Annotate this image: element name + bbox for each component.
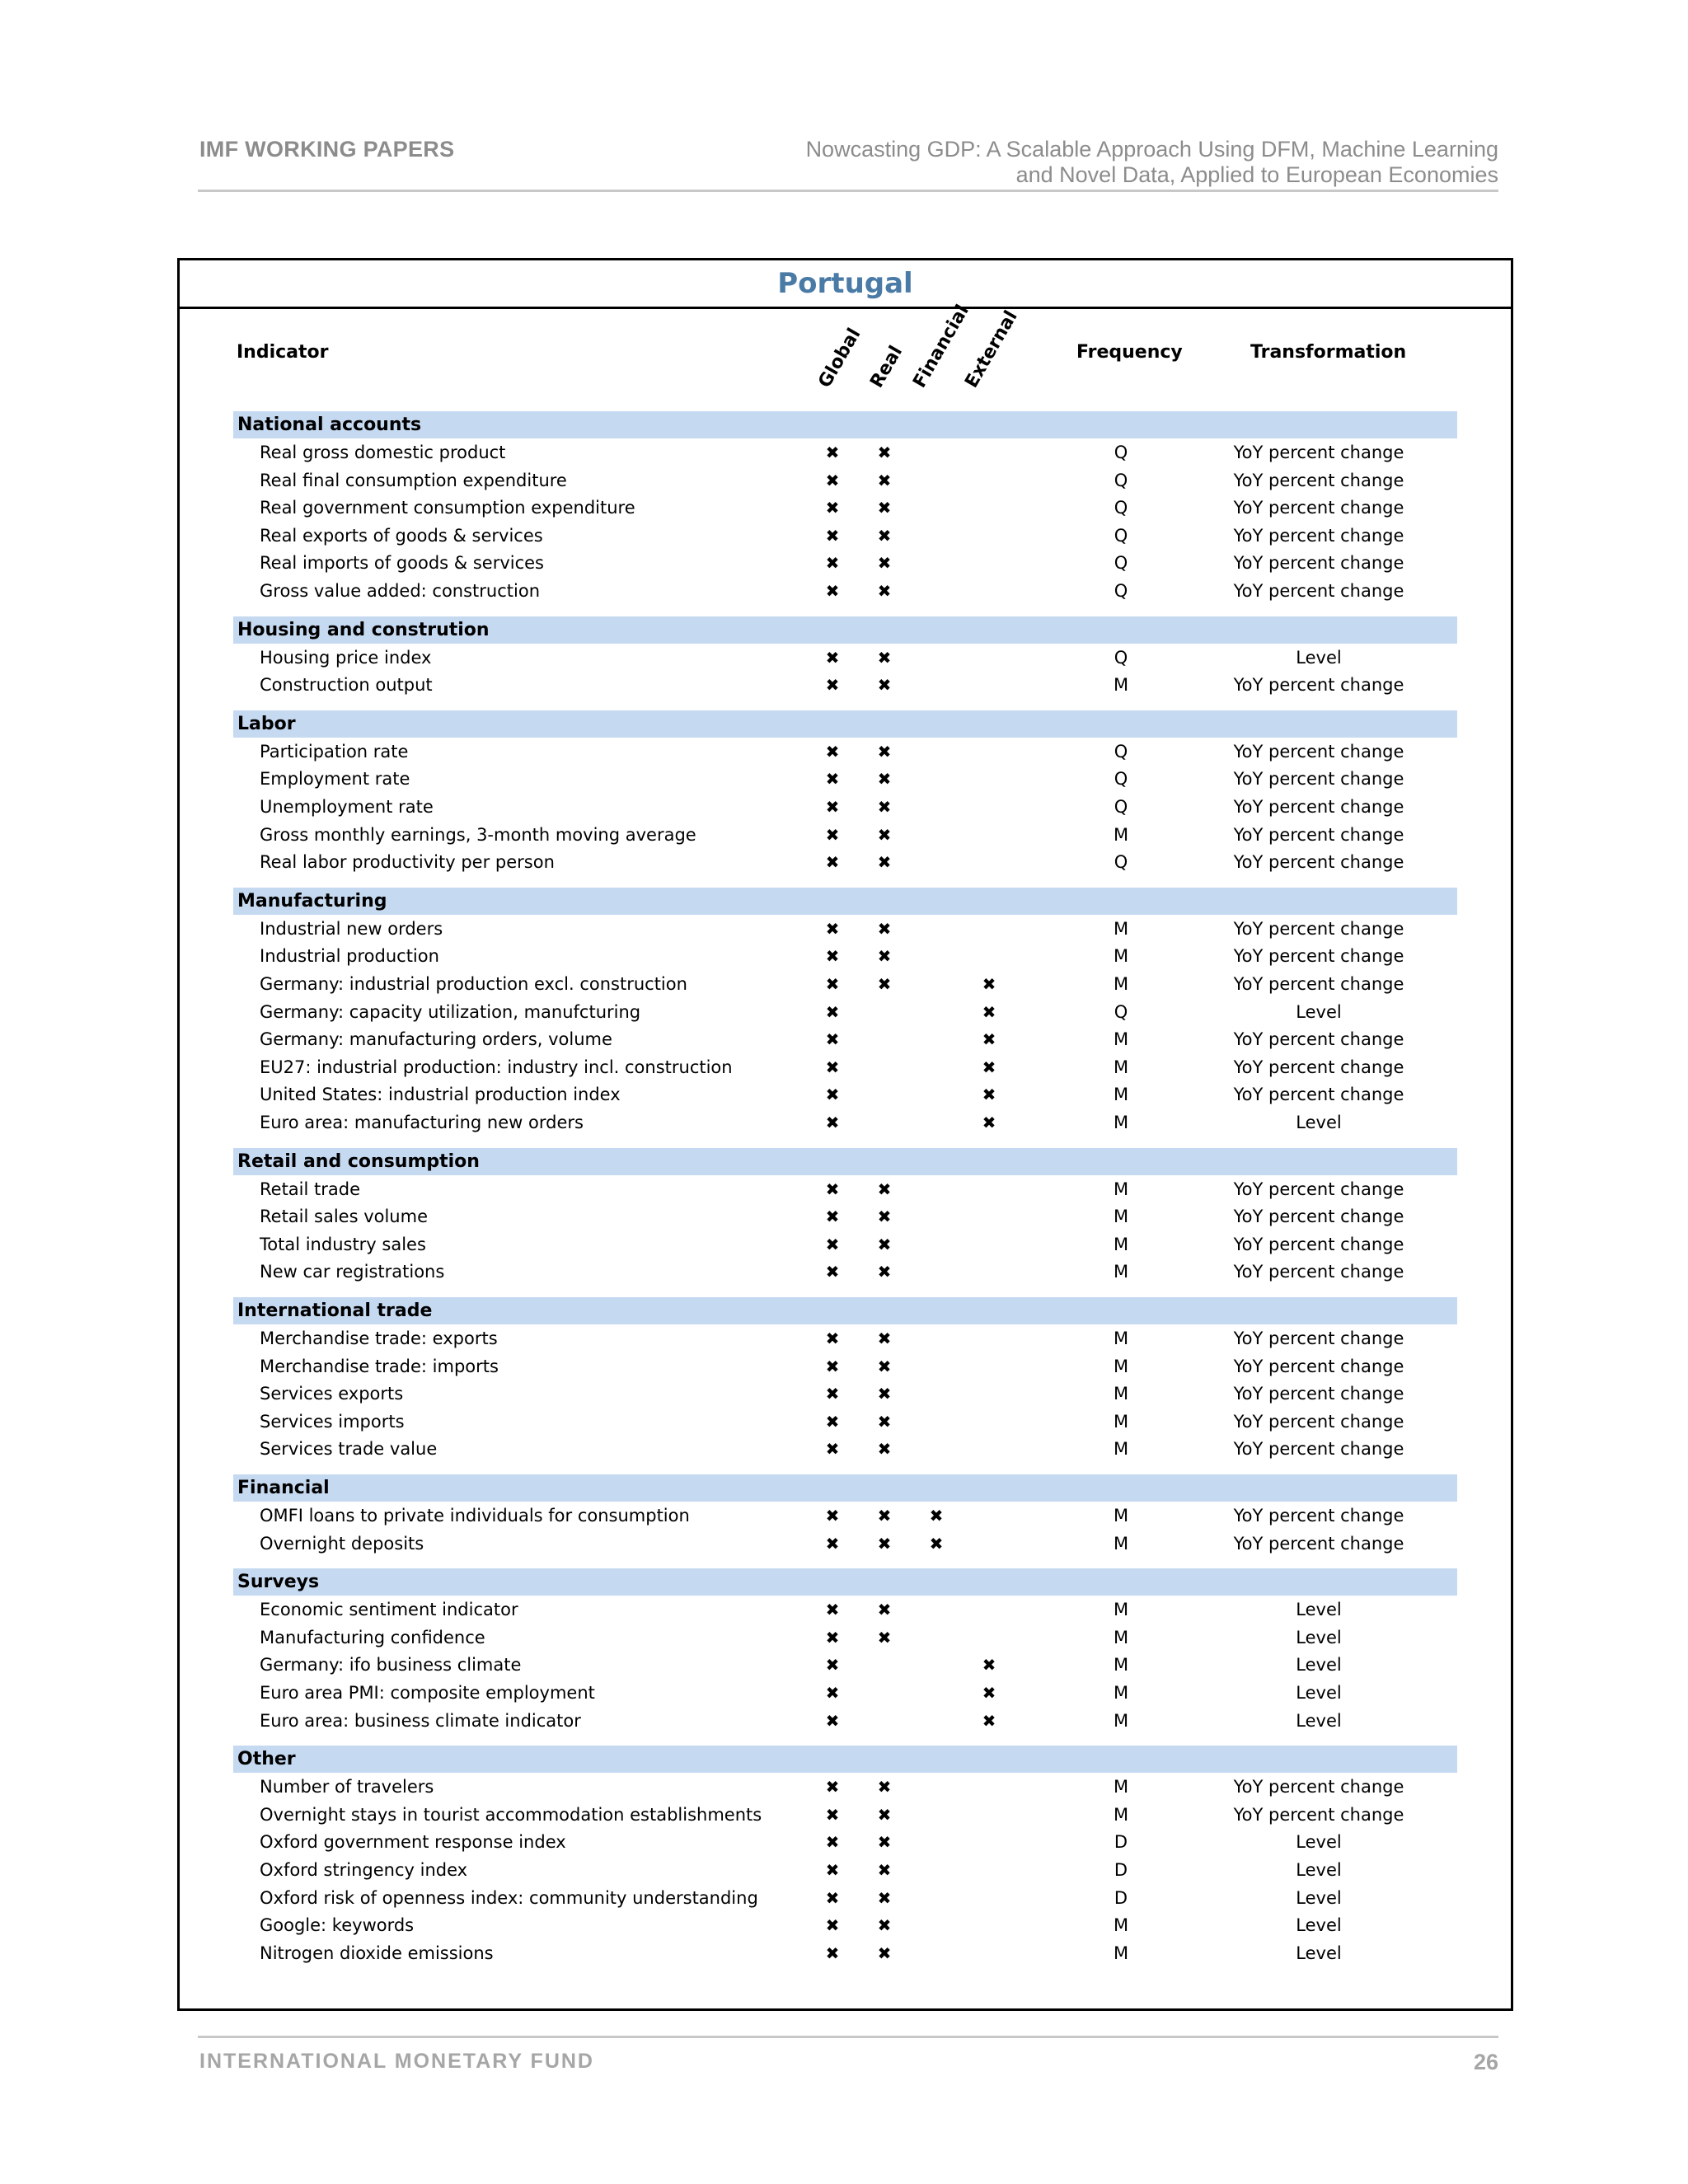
section-header: Surveys xyxy=(233,1568,1457,1596)
frequency-value: M xyxy=(1113,1506,1129,1526)
transformation-value: YoY percent change xyxy=(1233,769,1404,790)
check-mark-real-icon: ✖ xyxy=(877,1179,892,1199)
indicator-name: Germany: ifo business climate xyxy=(260,1655,522,1675)
transformation-value: YoY percent change xyxy=(1233,498,1404,518)
table-row xyxy=(0,765,1688,793)
transformation-value: YoY percent change xyxy=(1233,675,1404,696)
frequency-value: M xyxy=(1113,1329,1129,1348)
transformation-value: YoY percent change xyxy=(1233,824,1404,845)
check-mark-global-icon: ✖ xyxy=(825,1627,840,1647)
transformation-value: YoY percent change xyxy=(1233,1506,1404,1526)
transformation-value: Level xyxy=(1296,1655,1342,1675)
column-header-frequency: Frequency xyxy=(1076,342,1183,363)
frequency-value: Q xyxy=(1114,553,1128,574)
transformation-value: YoY percent change xyxy=(1233,1085,1404,1105)
check-mark-real-icon: ✖ xyxy=(877,741,892,762)
indicator-name: Unemployment rate xyxy=(260,797,434,817)
indicator-name: New car registrations xyxy=(260,1262,445,1282)
check-mark-global-icon: ✖ xyxy=(825,1683,840,1703)
indicator-name: Retail sales volume xyxy=(260,1207,428,1227)
check-mark-global-icon: ✖ xyxy=(825,918,840,939)
indicator-name: Manufacturing confidence xyxy=(260,1627,485,1647)
indicator-name: Merchandise trade: imports xyxy=(260,1356,499,1376)
check-mark-global-icon: ✖ xyxy=(825,1085,840,1105)
table-row xyxy=(0,1884,1688,1912)
transformation-value: Level xyxy=(1296,647,1342,668)
indicator-name: Euro area: business climate indicator xyxy=(260,1710,581,1731)
check-mark-real-icon: ✖ xyxy=(877,1411,892,1432)
check-mark-real-icon: ✖ xyxy=(877,1887,892,1908)
check-mark-financial-icon: ✖ xyxy=(929,1506,944,1526)
table-row xyxy=(0,1324,1688,1352)
transformation-value: YoY percent change xyxy=(1233,1356,1404,1376)
transformation-value: YoY percent change xyxy=(1233,974,1404,994)
table-row xyxy=(0,522,1688,550)
frequency-value: M xyxy=(1113,1262,1129,1282)
transformation-value: YoY percent change xyxy=(1233,1804,1404,1825)
check-mark-global-icon: ✖ xyxy=(825,974,840,994)
frequency-value: M xyxy=(1113,1439,1129,1460)
footer-rule xyxy=(198,2036,1498,2038)
indicator-name: Housing price index xyxy=(260,647,432,668)
check-mark-global-icon: ✖ xyxy=(825,498,840,518)
indicator-name: Real final consumption expenditure xyxy=(260,470,567,490)
indicator-name: Overnight stays in tourist accommodation establishments xyxy=(260,1804,762,1825)
check-mark-real-icon: ✖ xyxy=(877,1384,892,1404)
frequency-value: M xyxy=(1113,1533,1129,1554)
table-row xyxy=(0,915,1688,943)
check-mark-real-icon: ✖ xyxy=(877,1207,892,1227)
section-header: Manufacturing xyxy=(233,888,1457,915)
frequency-value: Q xyxy=(1114,498,1128,518)
indicator-name: EU27: industrial production: industry incl. construction xyxy=(260,1057,733,1077)
indicator-name: Gross monthly earnings, 3-month moving average xyxy=(260,824,696,845)
indicator-name: OMFI loans to private individuals for consumption xyxy=(260,1506,690,1526)
transformation-value: Level xyxy=(1296,1710,1342,1731)
check-mark-global-icon: ✖ xyxy=(825,1356,840,1376)
frequency-value: Q xyxy=(1114,581,1128,601)
indicator-name: Industrial production xyxy=(260,946,439,967)
check-mark-real-icon: ✖ xyxy=(877,525,892,546)
transformation-value: YoY percent change xyxy=(1233,1262,1404,1282)
transformation-value: YoY percent change xyxy=(1233,1057,1404,1077)
frequency-value: M xyxy=(1113,1655,1129,1675)
transformation-value: Level xyxy=(1296,1001,1342,1022)
indicator-name: Oxford stringency index xyxy=(260,1860,468,1880)
transformation-value: YoY percent change xyxy=(1233,1029,1404,1050)
check-mark-global-icon: ✖ xyxy=(825,1860,840,1880)
table-row xyxy=(0,466,1688,494)
check-mark-real-icon: ✖ xyxy=(877,1832,892,1853)
indicator-name: Oxford government response index xyxy=(260,1832,566,1853)
footer-publisher: INTERNATIONAL MONETARY FUND xyxy=(199,2050,594,2073)
check-mark-global-icon: ✖ xyxy=(825,1439,840,1460)
transformation-value: Level xyxy=(1296,1600,1342,1620)
check-mark-global-icon: ✖ xyxy=(825,470,840,490)
check-mark-global-icon: ✖ xyxy=(825,824,840,845)
frequency-value: Q xyxy=(1114,443,1128,462)
running-header-series: IMF WORKING PAPERS xyxy=(199,137,455,162)
check-mark-global-icon: ✖ xyxy=(825,1057,840,1077)
frequency-value: M xyxy=(1113,1029,1129,1050)
table-row xyxy=(0,738,1688,766)
indicator-name: Construction output xyxy=(260,675,433,696)
section-header: Financial xyxy=(233,1474,1457,1502)
column-header-real: Real xyxy=(866,342,907,391)
indicator-name: Real imports of goods & services xyxy=(260,553,545,574)
frequency-value: M xyxy=(1113,1915,1129,1936)
table-row xyxy=(0,1828,1688,1856)
table-row xyxy=(0,1080,1688,1108)
section-header: International trade xyxy=(233,1297,1457,1324)
transformation-value: Level xyxy=(1296,1915,1342,1936)
frequency-value: M xyxy=(1113,1356,1129,1376)
check-mark-real-icon: ✖ xyxy=(877,581,892,601)
check-mark-global-icon: ✖ xyxy=(825,769,840,790)
check-mark-real-icon: ✖ xyxy=(877,1262,892,1282)
check-mark-global-icon: ✖ xyxy=(825,647,840,668)
table-row xyxy=(0,1053,1688,1081)
check-mark-real-icon: ✖ xyxy=(877,647,892,668)
table-row xyxy=(0,970,1688,998)
table-row xyxy=(0,1911,1688,1939)
transformation-value: YoY percent change xyxy=(1233,525,1404,546)
check-mark-global-icon: ✖ xyxy=(825,581,840,601)
frequency-value: Q xyxy=(1114,525,1128,546)
section-header: Retail and consumption xyxy=(233,1148,1457,1175)
frequency-value: Q xyxy=(1114,1001,1128,1022)
check-mark-global-icon: ✖ xyxy=(825,1804,840,1825)
indicator-name: Retail trade xyxy=(260,1179,361,1199)
table-row xyxy=(0,1175,1688,1203)
frequency-value: M xyxy=(1113,1683,1129,1703)
table-row xyxy=(0,1596,1688,1624)
frequency-value: M xyxy=(1113,1943,1129,1963)
transformation-value: YoY percent change xyxy=(1233,1207,1404,1227)
check-mark-real-icon: ✖ xyxy=(877,824,892,845)
section-header: Labor xyxy=(233,710,1457,738)
frequency-value: M xyxy=(1113,974,1129,994)
check-mark-global-icon: ✖ xyxy=(825,1207,840,1227)
table-row xyxy=(0,1502,1688,1530)
indicator-name: Employment rate xyxy=(260,769,410,790)
indicator-name: Gross value added: construction xyxy=(260,581,541,601)
indicator-name: Economic sentiment indicator xyxy=(260,1600,518,1620)
check-mark-global-icon: ✖ xyxy=(825,1384,840,1404)
frequency-value: M xyxy=(1113,675,1129,696)
table-row xyxy=(0,1230,1688,1258)
frequency-value: Q xyxy=(1114,741,1128,762)
check-mark-global-icon: ✖ xyxy=(825,946,840,967)
frequency-value: Q xyxy=(1114,647,1128,668)
check-mark-real-icon: ✖ xyxy=(877,1329,892,1348)
check-mark-real-icon: ✖ xyxy=(877,498,892,518)
indicator-name: Oxford risk of openness index: community understanding xyxy=(260,1887,758,1908)
check-mark-global-icon: ✖ xyxy=(825,553,840,574)
table-row xyxy=(0,1435,1688,1463)
transformation-value: Level xyxy=(1296,1683,1342,1703)
check-mark-real-icon: ✖ xyxy=(877,1804,892,1825)
check-mark-real-icon: ✖ xyxy=(877,1234,892,1254)
frequency-value: M xyxy=(1113,1179,1129,1199)
check-mark-global-icon: ✖ xyxy=(825,1887,840,1908)
indicator-name: Total industry sales xyxy=(260,1234,426,1254)
transformation-value: YoY percent change xyxy=(1233,443,1404,462)
indicator-name: Germany: industrial production excl. construction xyxy=(260,974,687,994)
check-mark-global-icon: ✖ xyxy=(825,1710,840,1731)
table-row xyxy=(0,1530,1688,1558)
transformation-value: Level xyxy=(1296,1832,1342,1853)
table-row xyxy=(0,1258,1688,1286)
column-header-transformation: Transformation xyxy=(1250,342,1407,363)
check-mark-real-icon: ✖ xyxy=(877,1506,892,1526)
check-mark-global-icon: ✖ xyxy=(825,1832,840,1853)
transformation-value: YoY percent change xyxy=(1233,1411,1404,1432)
transformation-value: YoY percent change xyxy=(1233,470,1404,490)
table-row xyxy=(0,942,1688,970)
check-mark-real-icon: ✖ xyxy=(877,1627,892,1647)
table-row xyxy=(0,577,1688,605)
check-mark-global-icon: ✖ xyxy=(825,1029,840,1050)
table-row xyxy=(0,1773,1688,1801)
frequency-value: M xyxy=(1113,1777,1129,1797)
check-mark-global-icon: ✖ xyxy=(825,797,840,817)
check-mark-global-icon: ✖ xyxy=(825,1262,840,1282)
table-row xyxy=(0,1939,1688,1967)
check-mark-real-icon: ✖ xyxy=(877,918,892,939)
transformation-value: YoY percent change xyxy=(1233,1533,1404,1554)
frequency-value: M xyxy=(1113,1113,1129,1132)
check-mark-external-icon: ✖ xyxy=(982,1029,996,1050)
indicator-name: Germany: capacity utilization, manufcturing xyxy=(260,1001,641,1022)
frequency-value: M xyxy=(1113,1710,1129,1731)
frequency-value: Q xyxy=(1114,852,1128,873)
check-mark-external-icon: ✖ xyxy=(982,1655,996,1675)
table-row xyxy=(0,1801,1688,1829)
frequency-value: Q xyxy=(1114,470,1128,490)
check-mark-real-icon: ✖ xyxy=(877,974,892,994)
table-row xyxy=(0,1025,1688,1053)
check-mark-real-icon: ✖ xyxy=(877,470,892,490)
check-mark-global-icon: ✖ xyxy=(825,675,840,696)
indicator-name: Industrial new orders xyxy=(260,918,443,939)
check-mark-global-icon: ✖ xyxy=(825,1777,840,1797)
indicator-name: Services exports xyxy=(260,1384,404,1404)
section-header: Other xyxy=(233,1746,1457,1773)
check-mark-external-icon: ✖ xyxy=(982,1057,996,1077)
section-header: National accounts xyxy=(233,411,1457,438)
transformation-value: Level xyxy=(1296,1887,1342,1908)
transformation-value: Level xyxy=(1296,1113,1342,1132)
check-mark-global-icon: ✖ xyxy=(825,1600,840,1620)
check-mark-global-icon: ✖ xyxy=(825,1506,840,1526)
indicator-name: Number of travelers xyxy=(260,1777,434,1797)
frequency-value: M xyxy=(1113,1627,1129,1647)
indicator-name: Services imports xyxy=(260,1411,405,1432)
check-mark-real-icon: ✖ xyxy=(877,946,892,967)
transformation-value: YoY percent change xyxy=(1233,1777,1404,1797)
check-mark-global-icon: ✖ xyxy=(825,741,840,762)
table-row xyxy=(0,998,1688,1026)
frequency-value: D xyxy=(1114,1887,1128,1908)
check-mark-external-icon: ✖ xyxy=(982,1085,996,1105)
table-row xyxy=(0,671,1688,699)
check-mark-global-icon: ✖ xyxy=(825,1915,840,1936)
indicator-name: Participation rate xyxy=(260,741,409,762)
check-mark-global-icon: ✖ xyxy=(825,1943,840,1963)
check-mark-external-icon: ✖ xyxy=(982,1710,996,1731)
table-row xyxy=(0,1624,1688,1652)
frequency-value: M xyxy=(1113,1234,1129,1254)
check-mark-financial-icon: ✖ xyxy=(929,1533,944,1554)
table-row xyxy=(0,1352,1688,1380)
check-mark-real-icon: ✖ xyxy=(877,1860,892,1880)
check-mark-real-icon: ✖ xyxy=(877,797,892,817)
transformation-value: YoY percent change xyxy=(1233,918,1404,939)
table-row xyxy=(0,494,1688,522)
check-mark-global-icon: ✖ xyxy=(825,1113,840,1132)
table-row xyxy=(0,549,1688,577)
indicator-name: Nitrogen dioxide emissions xyxy=(260,1943,494,1963)
column-header-external: External xyxy=(961,307,1022,391)
check-mark-real-icon: ✖ xyxy=(877,1533,892,1554)
indicator-name: Merchandise trade: exports xyxy=(260,1329,498,1348)
transformation-value: Level xyxy=(1296,1943,1342,1963)
table-row xyxy=(0,1202,1688,1230)
check-mark-external-icon: ✖ xyxy=(982,1683,996,1703)
column-header-indicator: Indicator xyxy=(237,342,329,363)
column-header-global: Global xyxy=(814,325,865,391)
frequency-value: D xyxy=(1114,1832,1128,1853)
indicator-name: Euro area PMI: composite employment xyxy=(260,1683,595,1703)
indicator-name: Overnight deposits xyxy=(260,1533,424,1554)
frequency-value: M xyxy=(1113,1384,1129,1404)
frequency-value: Q xyxy=(1114,797,1128,817)
check-mark-global-icon: ✖ xyxy=(825,1329,840,1348)
frequency-value: D xyxy=(1114,1860,1128,1880)
table-row xyxy=(0,1707,1688,1735)
check-mark-global-icon: ✖ xyxy=(825,1655,840,1675)
check-mark-real-icon: ✖ xyxy=(877,1600,892,1620)
check-mark-real-icon: ✖ xyxy=(877,1915,892,1936)
frequency-value: M xyxy=(1113,1207,1129,1227)
frequency-value: M xyxy=(1113,1600,1129,1620)
transformation-value: YoY percent change xyxy=(1233,741,1404,762)
check-mark-global-icon: ✖ xyxy=(825,525,840,546)
check-mark-external-icon: ✖ xyxy=(982,1113,996,1132)
frequency-value: Q xyxy=(1114,769,1128,790)
indicator-name: Services trade value xyxy=(260,1439,438,1460)
frequency-value: M xyxy=(1113,1085,1129,1105)
transformation-value: Level xyxy=(1296,1627,1342,1647)
transformation-value: YoY percent change xyxy=(1233,1179,1404,1199)
table-row xyxy=(0,644,1688,672)
transformation-value: YoY percent change xyxy=(1233,1329,1404,1348)
table-row xyxy=(0,1651,1688,1679)
transformation-value: YoY percent change xyxy=(1233,1234,1404,1254)
check-mark-global-icon: ✖ xyxy=(825,1234,840,1254)
check-mark-global-icon: ✖ xyxy=(825,1533,840,1554)
check-mark-external-icon: ✖ xyxy=(982,1001,996,1022)
check-mark-real-icon: ✖ xyxy=(877,1439,892,1460)
indicator-name: Google: keywords xyxy=(260,1915,415,1936)
check-mark-real-icon: ✖ xyxy=(877,1777,892,1797)
table-row xyxy=(0,1408,1688,1436)
table-row xyxy=(0,1856,1688,1884)
indicator-name: Germany: manufacturing orders, volume xyxy=(260,1029,612,1050)
check-mark-global-icon: ✖ xyxy=(825,443,840,462)
indicator-name: Real exports of goods & services xyxy=(260,525,543,546)
table-row xyxy=(0,1108,1688,1137)
transformation-value: YoY percent change xyxy=(1233,852,1404,873)
check-mark-global-icon: ✖ xyxy=(825,1179,840,1199)
column-header-financial: Financial xyxy=(909,301,973,391)
check-mark-real-icon: ✖ xyxy=(877,769,892,790)
check-mark-real-icon: ✖ xyxy=(877,852,892,873)
frequency-value: M xyxy=(1113,1411,1129,1432)
check-mark-global-icon: ✖ xyxy=(825,1411,840,1432)
frequency-value: M xyxy=(1113,1057,1129,1077)
frequency-value: M xyxy=(1113,918,1129,939)
indicator-name: Real gross domestic product xyxy=(260,443,506,462)
running-header-title-line2: and Novel Data, Applied to European Economies xyxy=(1015,162,1498,187)
transformation-value: YoY percent change xyxy=(1233,1384,1404,1404)
page-number: 26 xyxy=(1473,2050,1498,2074)
check-mark-real-icon: ✖ xyxy=(877,675,892,696)
transformation-value: YoY percent change xyxy=(1233,946,1404,967)
table-row xyxy=(0,793,1688,821)
table-row xyxy=(0,848,1688,876)
indicator-name: United States: industrial production index xyxy=(260,1085,621,1105)
frequency-value: M xyxy=(1113,946,1129,967)
indicator-name: Euro area: manufacturing new orders xyxy=(260,1113,584,1132)
check-mark-global-icon: ✖ xyxy=(825,852,840,873)
transformation-value: YoY percent change xyxy=(1233,797,1404,817)
transformation-value: YoY percent change xyxy=(1233,581,1404,601)
transformation-value: Level xyxy=(1296,1860,1342,1880)
table-row xyxy=(0,438,1688,466)
check-mark-real-icon: ✖ xyxy=(877,443,892,462)
transformation-value: YoY percent change xyxy=(1233,553,1404,574)
check-mark-real-icon: ✖ xyxy=(877,1356,892,1376)
running-header-title-line1: Nowcasting GDP: A Scalable Approach Using DFM, Machine Learning xyxy=(805,137,1498,162)
frequency-value: M xyxy=(1113,824,1129,845)
table-row xyxy=(0,1679,1688,1707)
check-mark-real-icon: ✖ xyxy=(877,553,892,574)
check-mark-global-icon: ✖ xyxy=(825,1001,840,1022)
indicator-name: Real labor productivity per person xyxy=(260,852,555,873)
table-row xyxy=(0,1380,1688,1408)
frequency-value: M xyxy=(1113,1804,1129,1825)
check-mark-real-icon: ✖ xyxy=(877,1943,892,1963)
table-title: Portugal xyxy=(180,260,1511,309)
table-row xyxy=(0,821,1688,849)
section-header: Housing and constrution xyxy=(233,616,1457,644)
indicator-name: Real government consumption expenditure xyxy=(260,498,635,518)
transformation-value: YoY percent change xyxy=(1233,1439,1404,1460)
check-mark-external-icon: ✖ xyxy=(982,974,996,994)
